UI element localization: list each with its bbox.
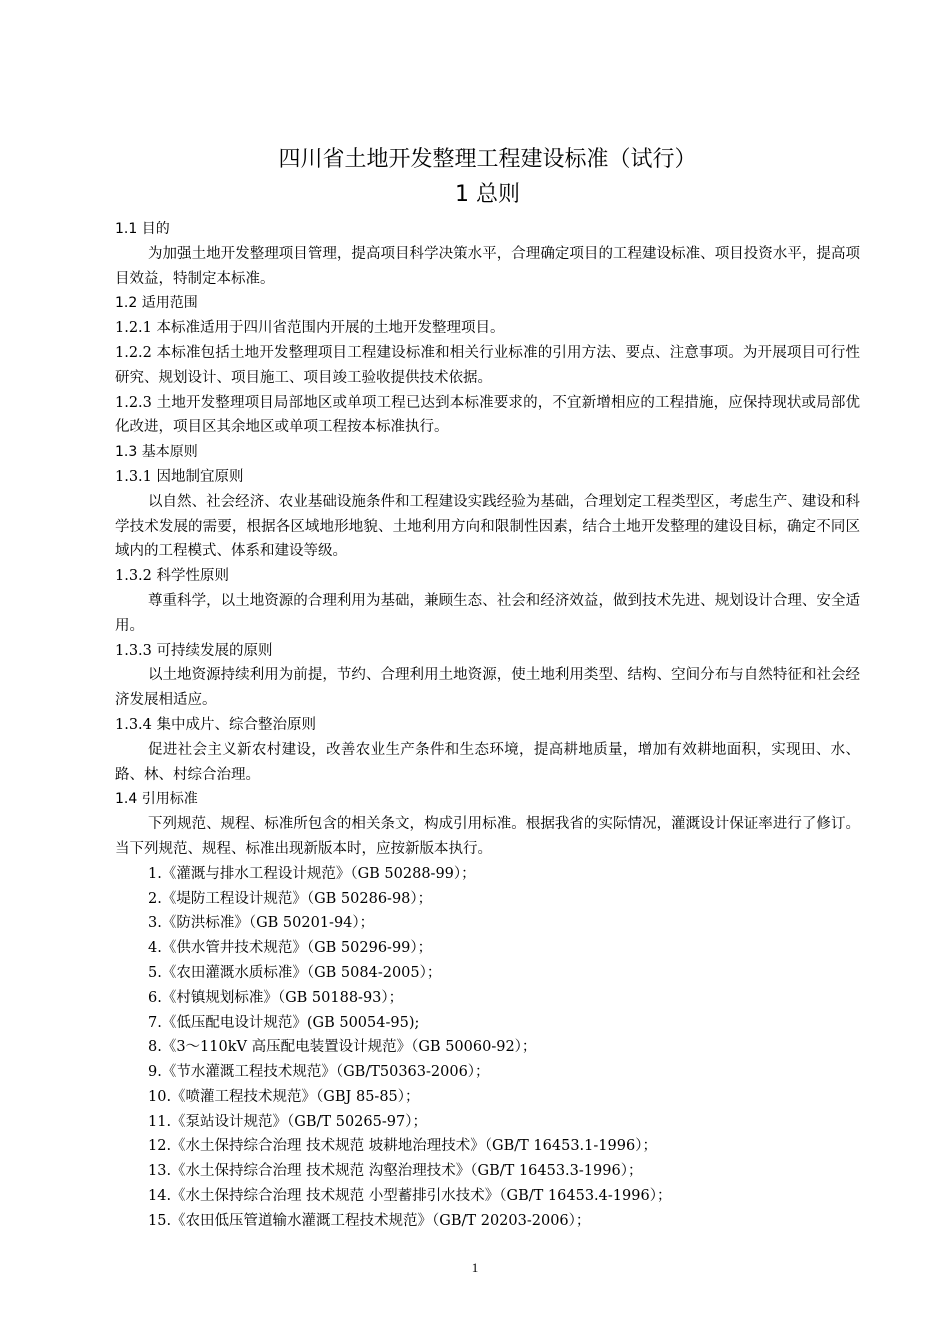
reference-item: 15.《农田低压管道输水灌溉工程技术规范》（GB/T 20203-2006）； xyxy=(148,1212,591,1229)
section-heading: 1.1 目的 xyxy=(115,221,170,237)
reference-item: 5.《农田灌溉水质标准》（GB 5084-2005）； xyxy=(148,964,442,981)
clause-paragraph: 1.3.1 因地制宜原则 xyxy=(115,468,244,485)
section-heading: 1.3 基本原则 xyxy=(115,444,198,461)
reference-item: 14.《水土保持综合治理 技术规范 小型蓄排引水技术》（GB/T 16453.4-1996）； xyxy=(148,1188,672,1205)
clause-paragraph: 1.3.4 集中成片、综合整治原则 xyxy=(115,716,317,733)
section-heading: 1.4 引用标准 xyxy=(115,791,198,808)
reference-item: 1.《灌溉与排水工程设计规范》（GB 50288-99）； xyxy=(148,865,476,882)
body-paragraph: 为加强土地开发整理项目管理，提高项目科学决策水平，合理确定项目的工程建设标准、项目投资水平，提高项目效益，特制定本标准。 xyxy=(115,245,860,287)
chapter-title: 1 总则 xyxy=(455,182,520,207)
body-paragraph: 以土地资源持续利用为前提，节约、合理利用土地资源，使土地利用类型、结构、空间分布与自然特征和社会经济发展相适应。 xyxy=(115,667,860,709)
body-text xyxy=(115,217,860,862)
reference-item: 4.《供水管井技术规范》（GB 50296-99）； xyxy=(148,940,433,957)
body-paragraph: 以自然、社会经济、农业基础设施条件和工程建设实践经验为基础，合理划定工程类型区，考虑生产、建设和科学技术发展的需要，根据各区域地形地貌、土地利用方向和限制性因素，结合土地开发整理的建设目标，确定不同区域内的工程模式、体系和建设等级。 xyxy=(115,493,860,560)
clause-paragraph: 1.3.3 可持续发展的原则 xyxy=(115,642,273,659)
body-paragraph: 尊重科学，以土地资源的合理利用为基础，兼顾生态、社会和经济效益，做到技术先进、规划设计合理、安全适用。 xyxy=(115,592,860,634)
reference-item: 7.《低压配电设计规范》(GB 50054-95); xyxy=(148,1014,420,1031)
reference-list xyxy=(115,862,860,1234)
clause-paragraph: 1.2.2 本标准包括土地开发整理项目工程建设标准和相关行业标准的引用方法、要点、注意事项。为开展项目可行性研究、规划设计、项目施工、项目竣工验收提供技术依据。 xyxy=(115,344,860,386)
clause-paragraph: 1.3.2 科学性原则 xyxy=(115,568,230,585)
document-title: 四川省土地开发整理工程建设标准（试行） xyxy=(278,147,697,172)
reference-item: 3.《防洪标准》（GB 50201-94）； xyxy=(148,915,375,932)
clause-paragraph: 1.2.1 本标准适用于四川省范围内开展的土地开发整理项目。 xyxy=(115,320,505,337)
section-heading: 1.2 适用范围 xyxy=(115,295,198,312)
document-page xyxy=(115,143,860,1234)
reference-item: 6.《村镇规划标准》（GB 50188-93）； xyxy=(148,989,404,1006)
reference-item: 8.《3～110kV 高压配电装置设计规范》（GB 50060-92）； xyxy=(148,1039,537,1056)
page-number: 1 xyxy=(471,1260,479,1275)
clause-paragraph: 1.2.3 土地开发整理项目局部地区或单项工程已达到本标准要求的，不宜新增相应的工程措施，应保持现状或局部优化改进，项目区其余地区或单项工程按本标准执行。 xyxy=(115,394,860,436)
reference-item: 11.《泵站设计规范》（GB/T 50265-97）； xyxy=(148,1113,427,1130)
body-paragraph: 下列规范、规程、标准所包含的相关条文，构成引用标准。根据我省的实际情况，灌溉设计保证率进行了修订。当下列规范、规程、标准出现新版本时，应按新版本执行。 xyxy=(115,816,860,857)
body-paragraph: 促进社会主义新农村建设，改善农业生产条件和生态环境，提高耕地质量，增加有效耕地面积，实现田、水、路、林、村综合治理。 xyxy=(115,741,860,783)
reference-item: 13.《水土保持综合治理 技术规范 沟壑治理技术》（GB/T 16453.3-1996）； xyxy=(148,1163,643,1180)
reference-item: 12.《水土保持综合治理 技术规范 坡耕地治理技术》（GB/T 16453.1-1996）； xyxy=(148,1138,657,1155)
reference-item: 9.《节水灌溉工程技术规范》（GB/T50363-2006）； xyxy=(148,1064,490,1081)
reference-item: 10.《喷灌工程技术规范》（GBJ 85-85）； xyxy=(148,1088,420,1105)
reference-item: 2.《堤防工程设计规范》（GB 50286-98）； xyxy=(148,890,433,907)
